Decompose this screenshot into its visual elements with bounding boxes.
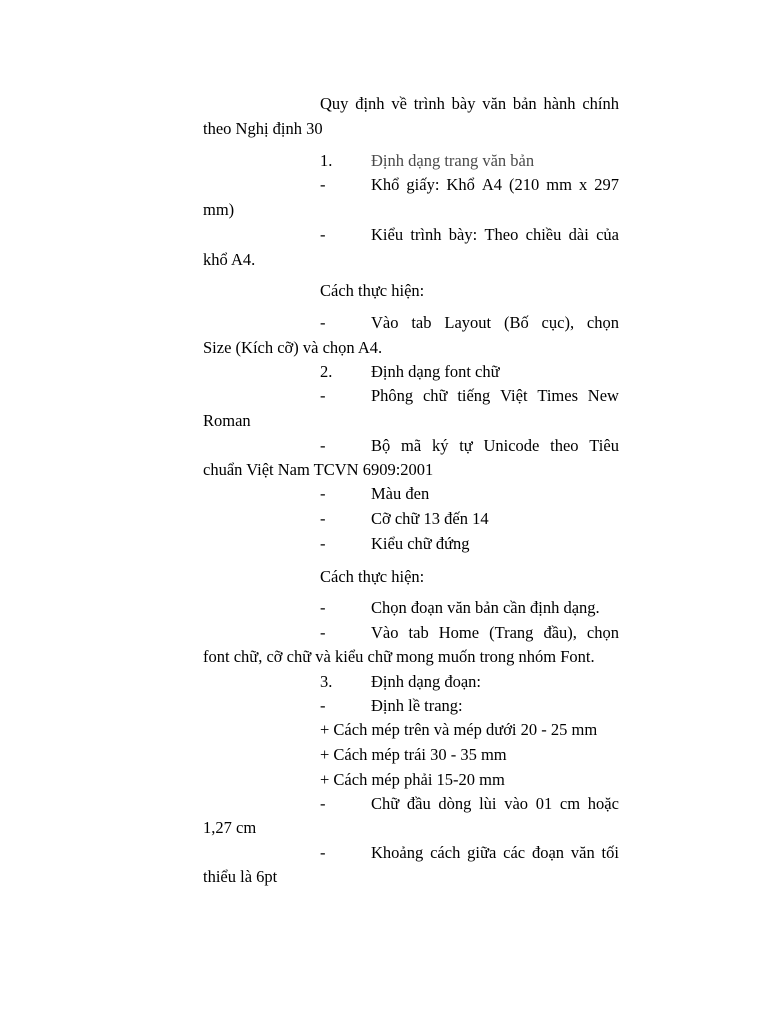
section3-item1-dash: - xyxy=(320,696,326,715)
section3-item2-dash: - xyxy=(320,794,326,813)
word: bày: xyxy=(448,225,478,244)
word: chiều xyxy=(525,225,562,244)
section2-step1-dash: - xyxy=(320,598,326,617)
word: ký xyxy=(431,436,449,455)
section1-item2-dash: - xyxy=(320,225,326,244)
word: Unicode xyxy=(483,436,540,455)
word: hoặc xyxy=(587,794,619,813)
word: (210 xyxy=(509,175,540,194)
section3-item2-line2: 1,27 cm xyxy=(203,818,257,837)
section2-item1-line1 xyxy=(371,386,619,406)
word: (Trang xyxy=(489,623,534,642)
word: Kiểu xyxy=(371,225,404,244)
section2-step1-text: Chọn đoạn văn bản cần định dạng. xyxy=(371,598,600,617)
word: Times xyxy=(537,386,578,405)
word: 297 xyxy=(594,175,619,194)
section3-item3-dash: - xyxy=(320,843,326,862)
word: Vào xyxy=(371,313,399,332)
word: Khổ xyxy=(446,175,475,194)
word: Theo xyxy=(484,225,519,244)
section3-margin-left: + Cách mép trái 30 - 35 mm xyxy=(320,745,507,764)
word: trình xyxy=(413,94,445,113)
section2-number: 2. xyxy=(320,362,333,381)
section1-item1-line2: mm) xyxy=(203,200,235,219)
word: của xyxy=(596,225,619,244)
word: tab xyxy=(411,313,432,332)
section3-number: 3. xyxy=(320,672,333,691)
section2-item1-line2: Roman xyxy=(203,411,251,430)
section2-step2-dash: - xyxy=(320,623,326,642)
section3-margin-top-bottom: + Cách mép trên và mép dưới 20 - 25 mm xyxy=(320,720,598,739)
word: Chữ xyxy=(371,794,400,813)
word: Khổ xyxy=(371,175,400,194)
word: mm xyxy=(546,175,572,194)
section3-item3-line2: thiểu là 6pt xyxy=(203,867,278,886)
word: các xyxy=(503,843,526,862)
section2-item4-dash: - xyxy=(320,509,326,528)
word: 01 xyxy=(535,794,553,813)
section2-item2-dash: - xyxy=(320,436,326,455)
section1-number: 1. xyxy=(320,151,333,170)
section2-step2-line1 xyxy=(371,623,619,643)
word: Tiêu xyxy=(589,436,619,455)
word: mã xyxy=(401,436,422,455)
section2-item5-dash: - xyxy=(320,534,326,553)
section2-item2-line2: chuẩn Việt Nam TCVN 6909:2001 xyxy=(203,460,434,479)
section1-step1-dash: - xyxy=(320,313,326,332)
section3-margin-right: + Cách mép phải 15-20 mm xyxy=(320,770,505,789)
word: Home xyxy=(438,623,480,642)
word: A4 xyxy=(481,175,503,194)
word: (Bố xyxy=(503,313,529,332)
word: Phông xyxy=(371,386,414,405)
section1-item2-line1 xyxy=(371,225,619,245)
word: Việt xyxy=(500,386,528,405)
word: vào xyxy=(504,794,529,813)
word: x xyxy=(578,175,588,194)
word: Vào xyxy=(371,623,399,642)
word: tự xyxy=(459,436,473,455)
section1-heading: Định dạng trang văn bản xyxy=(371,151,535,170)
word: New xyxy=(587,386,619,405)
section2-item3-text: Màu đen xyxy=(371,484,430,503)
word: định xyxy=(355,94,385,113)
section1-howto-label: Cách thực hiện: xyxy=(320,281,425,300)
word: cục), xyxy=(541,313,575,332)
section2-item4-text: Cỡ chữ 13 đến 14 xyxy=(371,509,489,528)
section2-howto-label: Cách thực hiện: xyxy=(320,567,425,586)
section3-item3-line1 xyxy=(371,843,619,863)
section1-step1-line2: Size (Kích cỡ) và chọn A4. xyxy=(203,338,383,357)
document-title-line1 xyxy=(320,94,619,114)
word: cách xyxy=(430,843,461,862)
word: lùi xyxy=(479,794,497,813)
section3-item2-line1 xyxy=(371,794,619,814)
word: Bộ xyxy=(371,436,391,455)
section1-item1-line1 xyxy=(371,175,619,195)
word: chọn xyxy=(586,313,619,332)
section3-item1-text: Định lề trang: xyxy=(371,696,463,715)
section1-item2-line2: khổ A4. xyxy=(203,250,256,269)
word: chữ xyxy=(422,386,448,405)
section2-heading: Định dạng font chữ xyxy=(371,362,500,381)
word: tối xyxy=(601,843,619,862)
word: đầu), xyxy=(543,623,577,642)
word: dài xyxy=(568,225,589,244)
section1-item1-dash: - xyxy=(320,175,326,194)
section3-heading: Định dạng đoạn: xyxy=(371,672,481,691)
section1-step1-line1 xyxy=(371,313,619,333)
word: bày xyxy=(451,94,476,113)
word: văn xyxy=(570,843,595,862)
word: giữa xyxy=(467,843,497,862)
section2-item1-dash: - xyxy=(320,386,326,405)
word: cm xyxy=(559,794,581,813)
word: giấy: xyxy=(406,175,440,194)
section2-step2-line2: font chữ, cỡ chữ và kiểu chữ mong muốn trong nhóm Font. xyxy=(203,647,595,666)
section2-item2-line1 xyxy=(371,436,619,456)
word: tiếng xyxy=(457,386,491,405)
document-title-line2: theo Nghị định 30 xyxy=(203,119,323,138)
word: tab xyxy=(408,623,429,642)
section2-item5-text: Kiểu chữ đứng xyxy=(371,534,470,553)
word: chính xyxy=(582,94,619,113)
word: Quy xyxy=(320,94,349,113)
word: văn xyxy=(482,94,507,113)
word: Khoảng xyxy=(371,843,424,862)
word: hành xyxy=(543,94,576,113)
word: bản xyxy=(512,94,537,113)
word: đoạn xyxy=(531,843,565,862)
word: đầu xyxy=(406,794,431,813)
word: theo xyxy=(550,436,579,455)
word: chọn xyxy=(586,623,619,642)
word: trình xyxy=(410,225,442,244)
word: dòng xyxy=(438,794,472,813)
word: về xyxy=(391,94,407,113)
word: Layout xyxy=(444,313,492,332)
section2-item3-dash: - xyxy=(320,484,326,503)
